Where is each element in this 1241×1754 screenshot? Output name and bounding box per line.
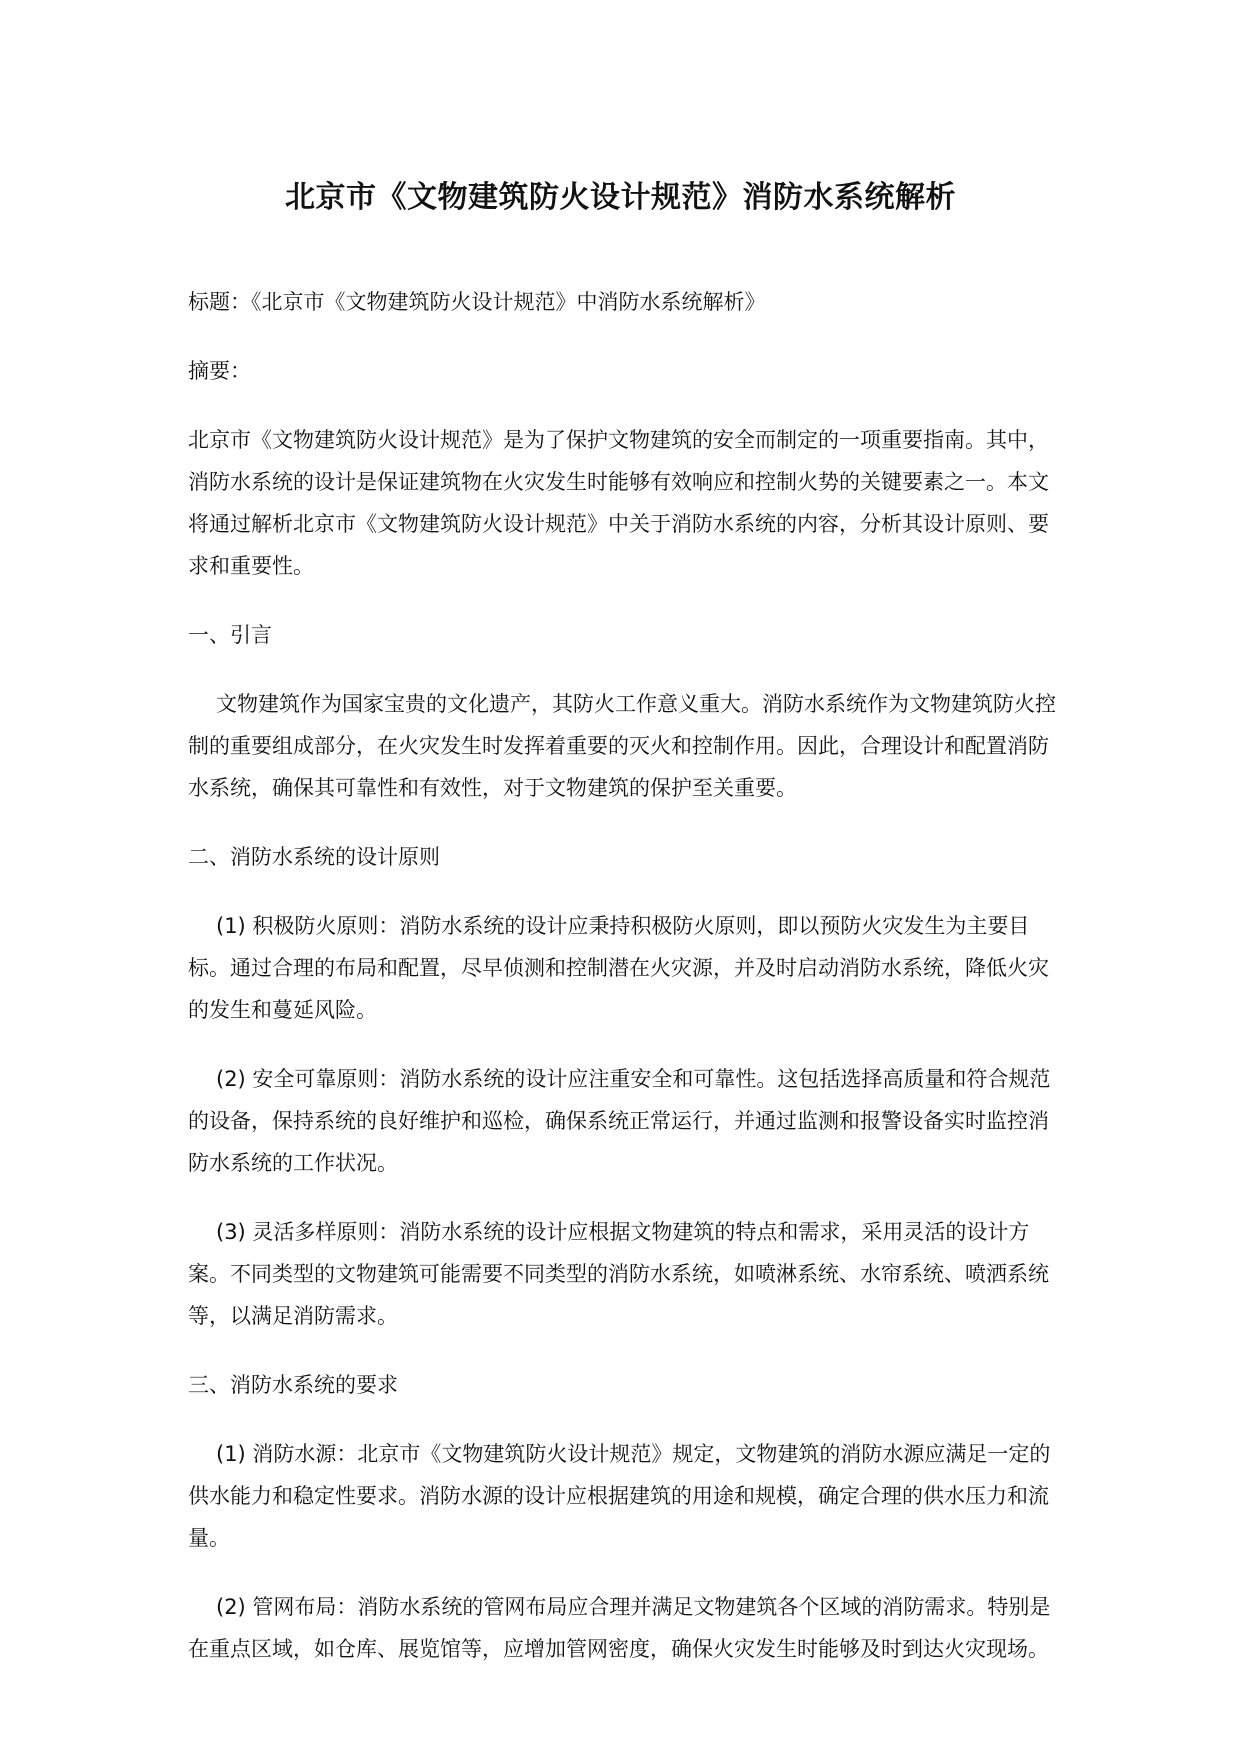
- subtitle-line: 标题：《北京市《文物建筑防火设计规范》中消防水系统解析》: [188, 290, 766, 314]
- section-heading-design-principles: 二、消防水系统的设计原则: [188, 845, 440, 869]
- principle-paragraph-3: (3) 灵活多样原则：消防水系统的设计应根据文物建筑的特点和需求，采用灵活的设计方案。不同类型的文物建筑可能需要不同类型的消防水系统，如喷淋系统、水帘系统、喷洒系统等，以满足消防需求。: [188, 1220, 1049, 1328]
- section-heading-intro: 一、引言: [188, 623, 272, 647]
- document-body: [188, 281, 1068, 1670]
- section-heading-requirements: 三、消防水系统的要求: [188, 1373, 398, 1397]
- document-title: 北京市《文物建筑防火设计规范》消防水系统解析: [285, 180, 956, 215]
- intro-paragraph: 文物建筑作为国家宝贵的文化遗产，其防火工作意义重大。消防水系统作为文物建筑防火控制的重要组成部分，在火灾发生时发挥着重要的灭火和控制作用。因此，合理设计和配置消防水系统，确保其可靠性和有效性，对于文物建筑的保护至关重要。: [188, 692, 1056, 800]
- requirement-paragraph-1: (1) 消防水源：北京市《文物建筑防火设计规范》规定，文物建筑的消防水源应满足一定的供水能力和稳定性要求。消防水源的设计应根据建筑的用途和规模，确定合理的供水压力和流量。: [188, 1442, 1051, 1550]
- abstract-text: 北京市《文物建筑防火设计规范》是为了保护文物建筑的安全而制定的一项重要指南。其中，消防水系统的设计是保证建筑物在火灾发生时能够有效响应和控制火势的关键要素之一。本文将通过解析北京市《文物建筑防火设计规范》中关于消防水系统的内容，分析其设计原则、要求和重要性。: [188, 428, 1049, 578]
- principle-paragraph-2: (2) 安全可靠原则：消防水系统的设计应注重安全和可靠性。这包括选择高质量和符合规范的设备，保持系统的良好维护和巡检，确保系统正常运行，并通过监测和报警设备实时监控消防水系统的工作状况。: [188, 1067, 1051, 1175]
- abstract-label: 摘要：: [188, 359, 251, 383]
- requirement-paragraph-2: (2) 管网布局：消防水系统的管网布局应合理并满足文物建筑各个区域的消防需求。特别是在重点区域，如仓库、展览馆等，应增加管网密度，确保火灾发生时能够及时到达火灾现场。: [188, 1595, 1051, 1661]
- principle-paragraph-1: (1) 积极防火原则：消防水系统的设计应秉持积极防火原则，即以预防火灾发生为主要目标。通过合理的布局和配置，尽早侦测和控制潜在火灾源，并及时启动消防水系统，降低火灾的发生和蔓延风险。: [188, 914, 1049, 1022]
